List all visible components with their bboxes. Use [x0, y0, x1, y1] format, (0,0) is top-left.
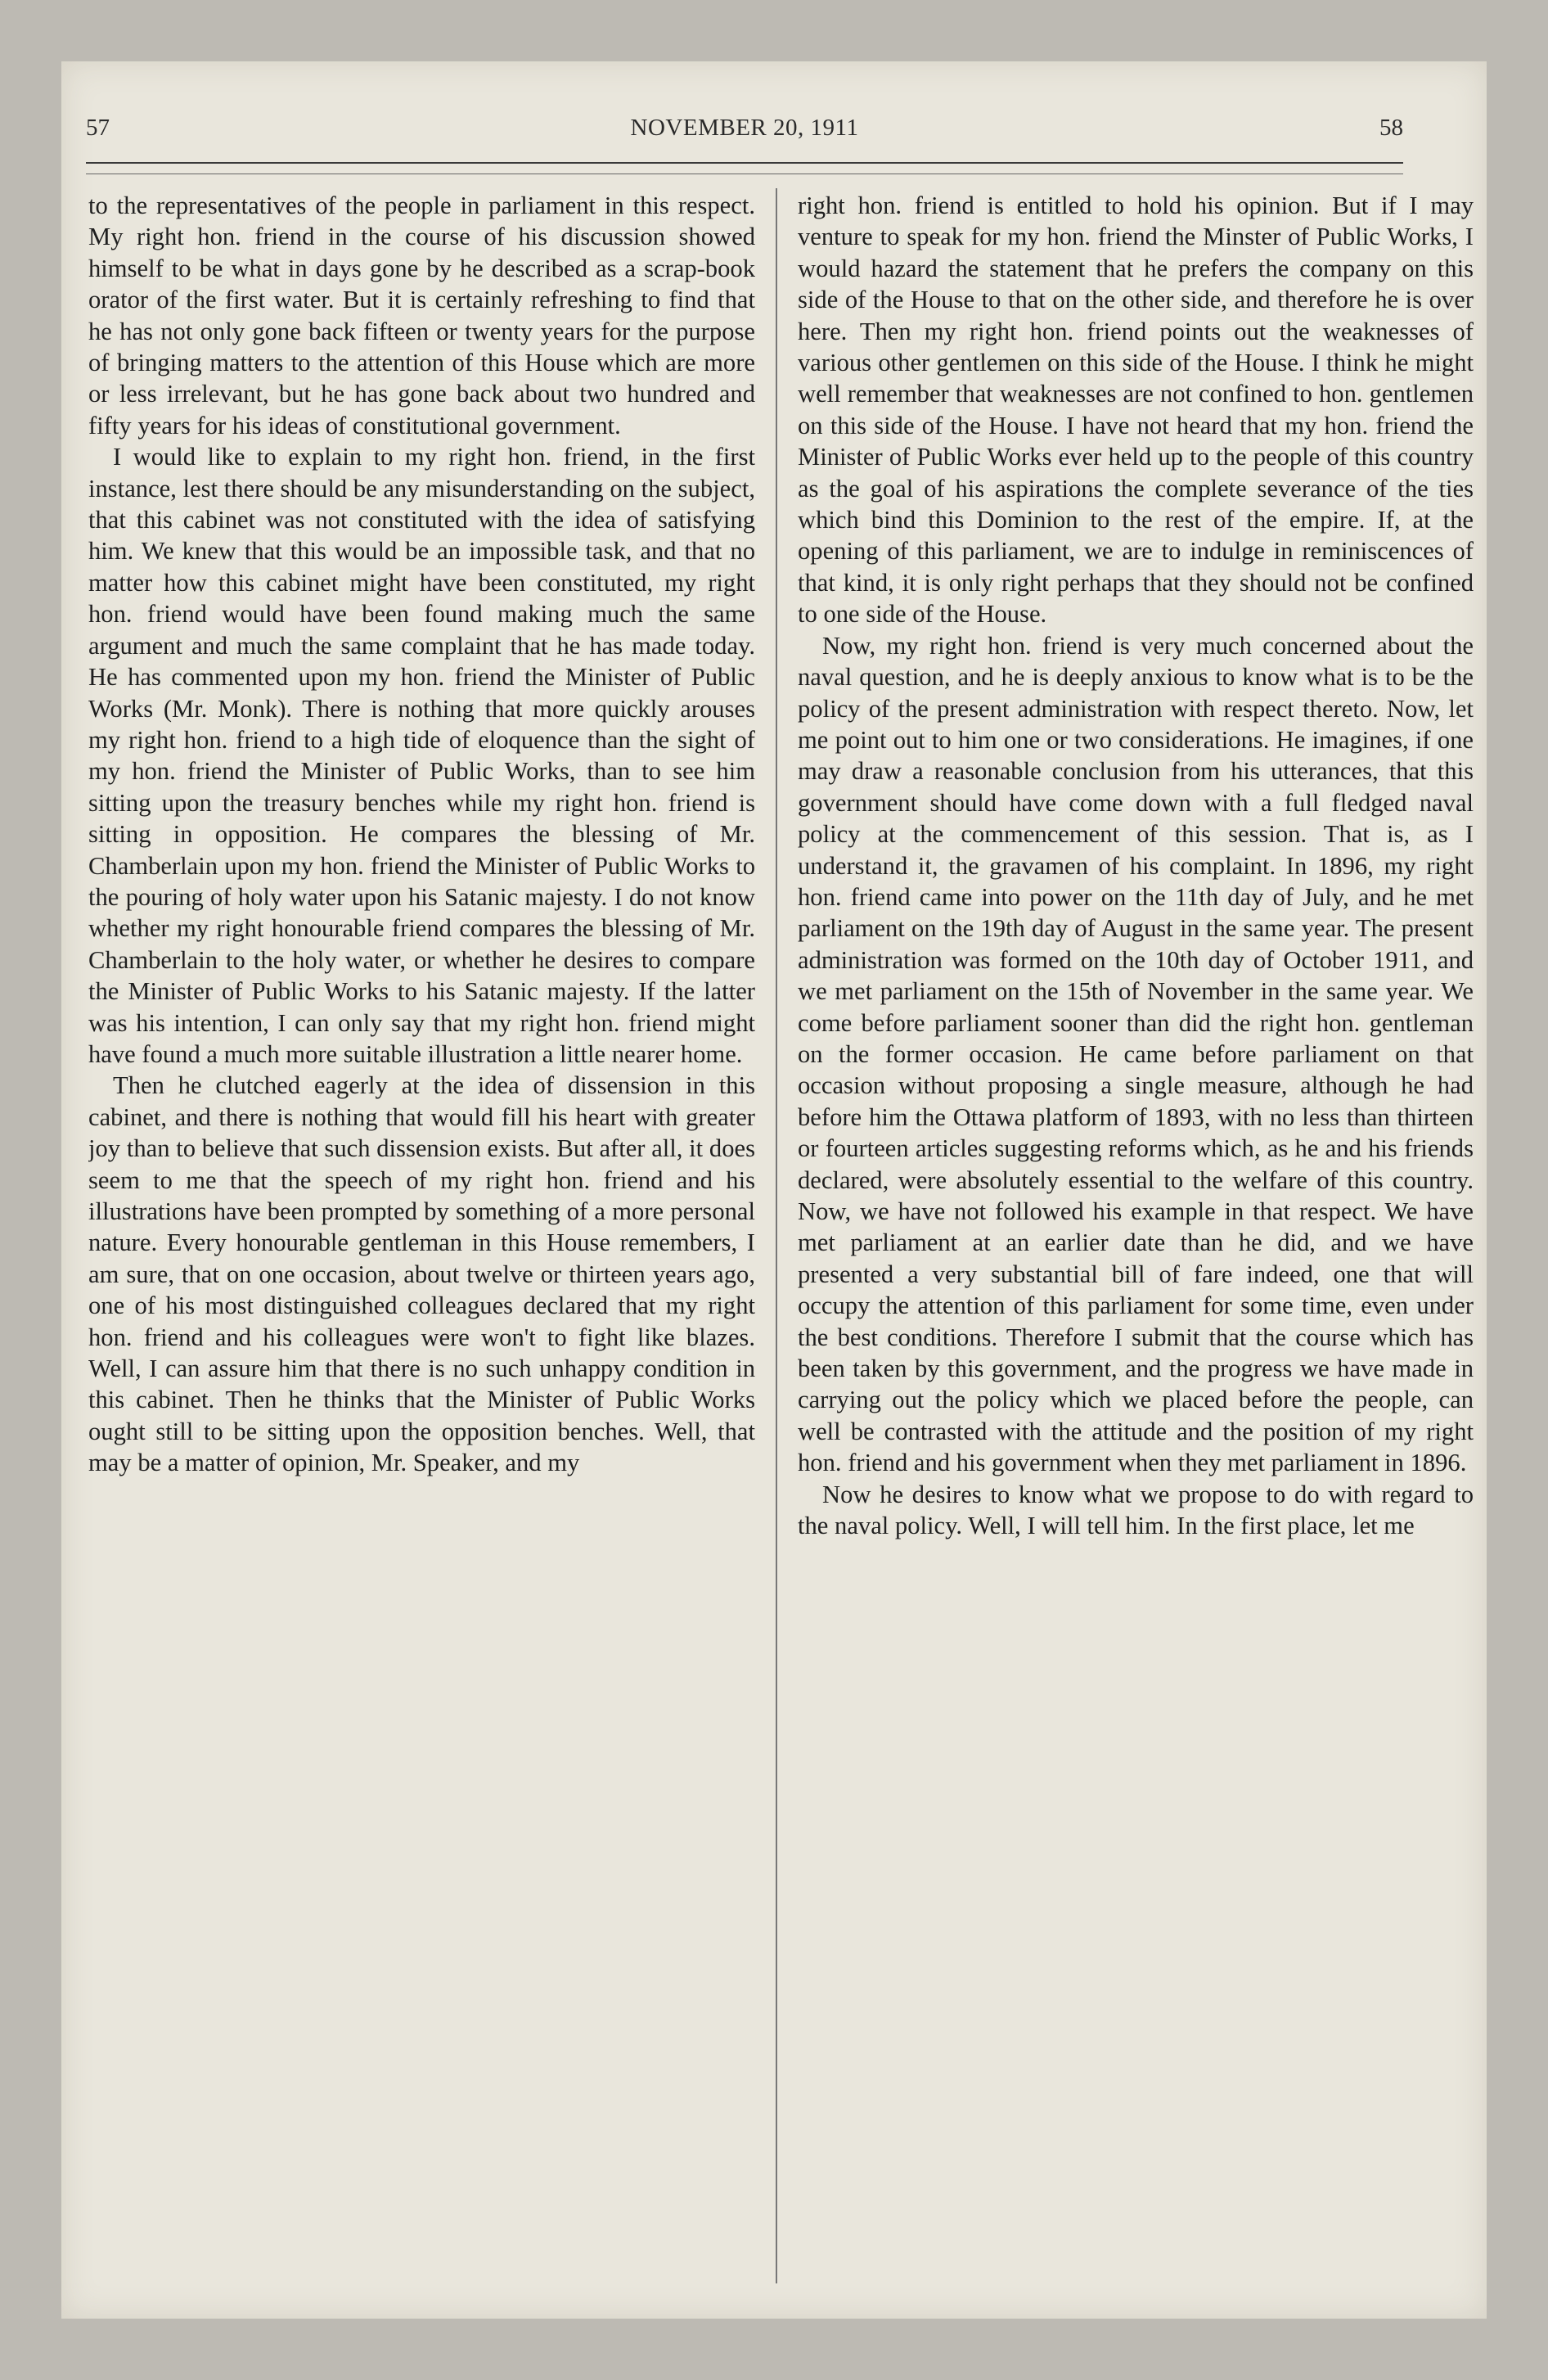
page-title: NOVEMBER 20, 1911	[630, 115, 859, 141]
page-number-left: 57	[86, 115, 110, 141]
paragraph: Now, my right hon. friend is very much concerned about the naval question, and he is deeply anxious to know what is to be the policy of the present administration with respect thereto. Now, let me point out to him one or two considerations. He imagines, if one may draw a reasonable conclusion from his utterances, that this government should have come down with a full fledged naval policy at the commencement of this session. That is, as I understand it, the gravamen of his complaint. In 1896, my right hon. friend came into power on the 11th day of July, and he met parliament on the 19th day of August in the same year. The present administration was formed on the 10th day of October 1911, and we met parliament on the 15th of November in the same year. We come before parliament sooner than did the right hon. gentleman on the former occasion. He came before parliament on that occasion without proposing a single measure, although he had before him the Ottawa platform of 1893, with no less than thirteen or fourteen articles suggesting reforms which, as he and his friends declared, were absolutely essential to the welfare of this country. Now, we have not followed his example in that respect. We have met parliament at an earlier date than he did, and we have presented a very substantial bill of fare indeed, one that will occupy the attention of this parliament for some time, even under the best conditions. Therefore I submit that the course which has been taken by this government, and the progress we have made in carrying out the policy which we placed before the people, can well be contrasted with the attitude and the position of my right hon. friend and his government when they met parliament in 1896.	[798, 631, 1474, 1477]
paragraph: to the representatives of the people in parliament in this respect. My right hon. friend in the course of his discussion showed himself to be what in days gone by he described as a scrap-book orator of the first water. But it is certainly refreshing to find that he has not only gone back fifteen or twenty years for the purpose of bringing matters to the attention of this House which are more or less irrelevant, but he has gone back about two hundred and fifty years for his ideas of constitutional government.	[88, 192, 755, 439]
paragraph: I would like to explain to my right hon. friend, in the first instance, lest there should be any misunderstanding on the subject, that this cabinet was not constituted with the idea of satisfying him. We knew that this would be an impossible task, and that no matter how this cabinet might have been constituted, my right hon. friend would have been found making much the same argument and much the same complaint that he has made today. He has commented upon my hon. friend the Minister of Public Works (Mr. Monk). There is nothing that more quickly arouses my right hon. friend to a high tide of eloquence than the sight of my hon. friend the Minister of Public Works, than to see him sitting upon the treasury benches while my right hon. friend is sitting in opposition. He compares the blessing of Mr. Chamberlain upon my hon. friend the Minister of Public Works to the pouring of holy water upon his Satanic majesty. I do not know whether my right honourable friend compares the blessing of Mr. Chamberlain to the holy water, or whether he desires to compare the Minister of Public Works to his Satanic majesty. If the latter was his intention, I can only say that my right hon. friend might have found a much more suitable illustration a little nearer home.	[88, 443, 755, 1068]
paragraph: Then he clutched eagerly at the idea of dissension in this cabinet, and there is nothing that would fill his heart with greater joy than to believe that such dissension exists. But after all, it does seem to me that the speech of my right hon. friend and his illustrations have been prompted by something of a more personal nature. Every honourable gentleman in this House remembers, I am sure, that on one occasion, about twelve or thirteen years ago, one of his most distinguished colleagues declared that my right hon. friend and his colleagues were won't to fight like blazes. Well, I can assure him that there is no such unhappy condition in this cabinet. Then he thinks that the Minister of Public Works ought still to be sitting upon the opposition benches. Well, that may be a matter of opinion, Mr. Speaker, and my	[88, 1071, 755, 1477]
paragraph: right hon. friend is entitled to hold his opinion. But if I may venture to speak for my hon. friend the Minster of Public Works, I would hazard the statement that he prefers the company on this side of the House to that on the other side, and therefore he is over here. Then my right hon. friend points out the weaknesses of various other gentlemen on this side of the House. I think he might well remember that weaknesses are not confined to hon. gentlemen on this side of the House. I have not heard that my hon. friend the Minister of Public Works ever held up to the people of this country as the goal of his aspirations the complete severance of the ties which bind this Dominion to the rest of the empire. If, at the opening of this parliament, we are to indulge in reminiscences of that kind, it is only right perhaps that they should not be confined to one side of the House.	[798, 192, 1474, 629]
column-divider	[776, 188, 777, 2283]
header-rule	[86, 162, 1403, 164]
paragraph: Now he desires to know what we propose to do with regard to the naval policy. Well, I will tell him. In the first place, let me	[798, 1480, 1474, 1540]
left-column	[88, 190, 755, 2285]
page-number-right: 58	[1379, 115, 1403, 141]
page-header	[86, 115, 1403, 156]
right-column	[798, 190, 1474, 2285]
